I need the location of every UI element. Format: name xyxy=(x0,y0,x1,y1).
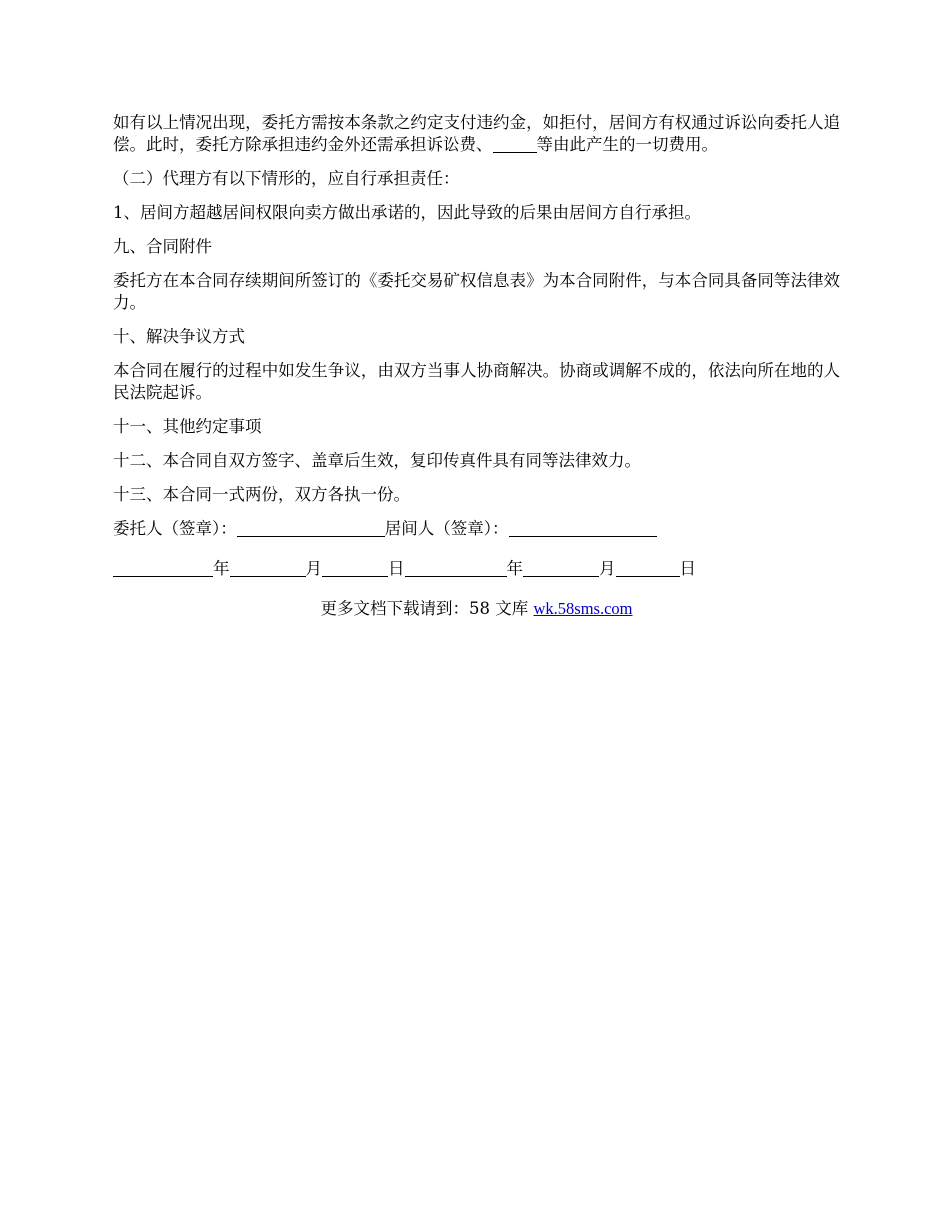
footer-link[interactable]: wk.58sms.com xyxy=(533,599,633,618)
paragraph-clause-1: 1、居间方超越居间权限向卖方做出承诺的，因此导致的后果由居间方自行承担。 xyxy=(113,203,701,222)
broker-year-blank xyxy=(405,560,507,577)
paragraph-agent-liability: （二）代理方有以下情形的，应自行承担责任： xyxy=(113,169,460,188)
year-label: 年 xyxy=(506,559,523,578)
broker-month-blank xyxy=(523,560,599,577)
paragraph-dispute: 本合同在履行的过程中如发生争议，由双方当事人协商解决。协商或调解不成的，依法向所在地的人民法院起诉。 xyxy=(113,361,840,402)
fill-blank xyxy=(493,136,537,153)
client-year-blank xyxy=(113,560,213,577)
paragraph-copies: 十三、本合同一式两份，双方各执一份。 xyxy=(113,485,410,504)
document-page xyxy=(113,112,840,620)
paragraph-effective: 十二、本合同自双方签字、盖章后生效，复印传真件具有同等法律效力。 xyxy=(113,451,641,470)
footer-text: 更多文档下载请到：58 文库 xyxy=(320,599,534,618)
broker-signature-blank xyxy=(509,520,657,537)
date-row xyxy=(113,558,840,580)
signature-row xyxy=(113,518,840,540)
client-month-blank xyxy=(230,560,306,577)
section-heading-attachments: 九、合同附件 xyxy=(113,237,212,256)
paragraph-penalty xyxy=(113,112,840,156)
client-signature-label: 委托人（签章）： xyxy=(113,519,237,538)
paragraph-text: 如有以上情况出现，委托方需按本条款之约定支付违约金，如拒付，居间方有权通过诉讼向委托人追偿。此时，委托方除承担违约金外还需承担诉讼费、 xyxy=(113,113,840,154)
broker-day-blank xyxy=(616,560,680,577)
day-label: 日 xyxy=(679,559,696,578)
section-heading-dispute: 十、解决争议方式 xyxy=(113,327,245,346)
paragraph-attachments: 委托方在本合同存续期间所签订的《委托交易矿权信息表》为本合同附件，与本合同具备同等法律效力。 xyxy=(113,271,840,312)
footer xyxy=(113,598,840,620)
paragraph-text: 等由此产生的一切费用。 xyxy=(536,135,718,154)
month-label: 月 xyxy=(305,559,322,578)
client-day-blank xyxy=(322,560,388,577)
month-label: 月 xyxy=(599,559,616,578)
day-label: 日 xyxy=(388,559,405,578)
broker-signature-label: 居间人（签章）： xyxy=(384,519,509,538)
year-label: 年 xyxy=(213,559,230,578)
client-signature-blank xyxy=(237,520,385,537)
section-heading-other: 十一、其他约定事项 xyxy=(113,417,262,436)
